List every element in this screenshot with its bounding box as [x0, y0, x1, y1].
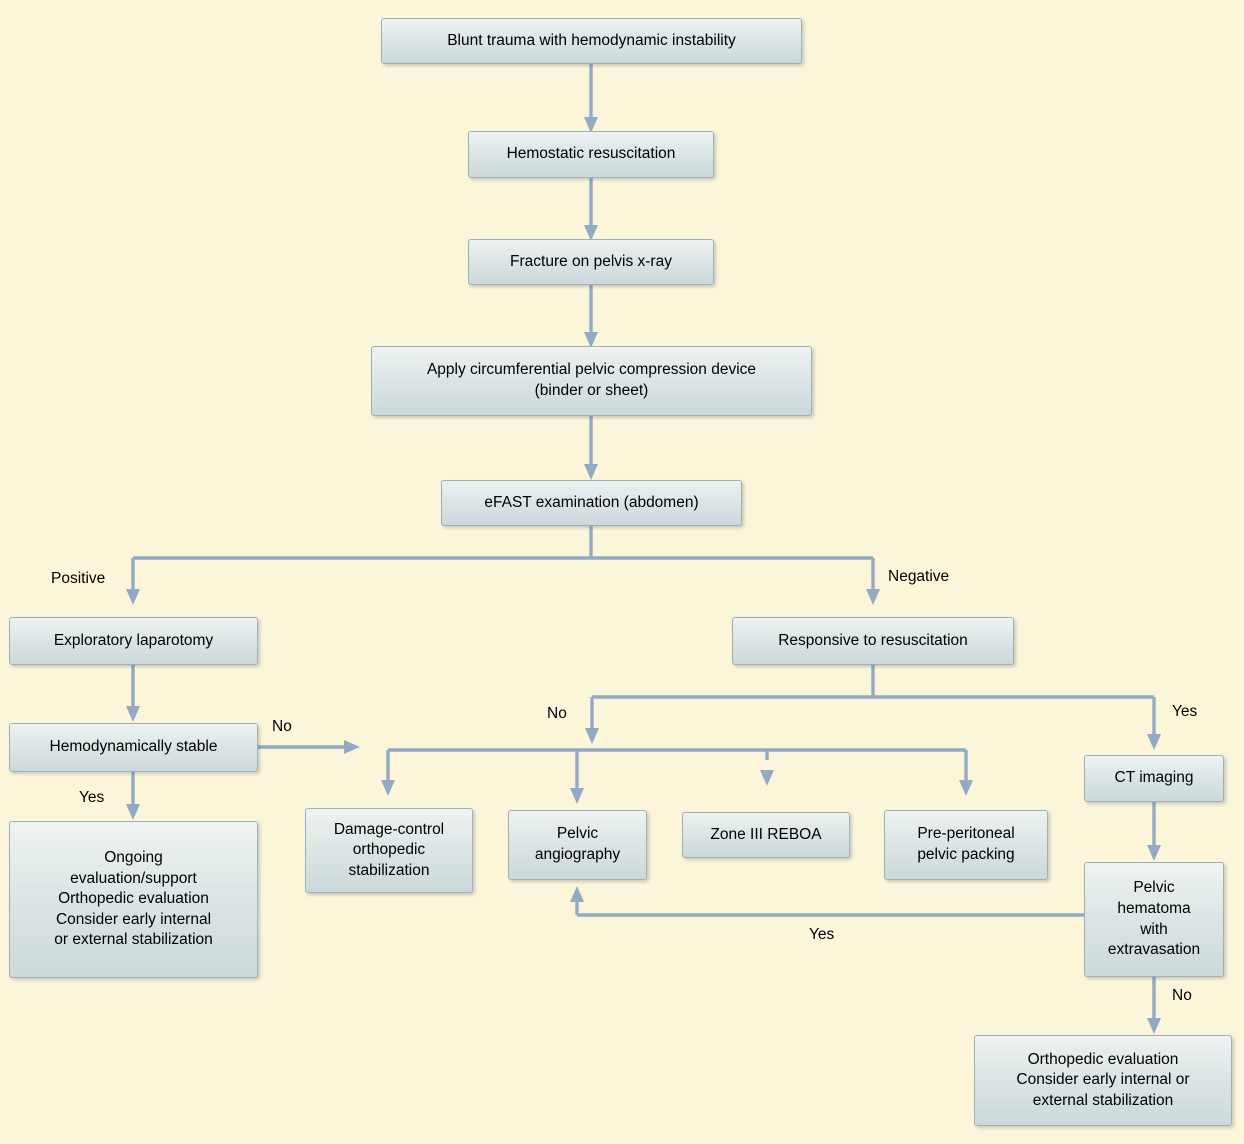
- edge-label-hematoma-no: No: [1172, 987, 1192, 1004]
- node-label-line-1: Pre-peritoneal: [917, 825, 1015, 843]
- node-exploratory-laparotomy[interactable]: [9, 617, 258, 665]
- edge-label-positive: Positive: [51, 570, 106, 587]
- node-label: Fracture on pelvis x-ray: [510, 252, 672, 270]
- node-label: Hemostatic resuscitation: [506, 145, 676, 163]
- connector-efast-split: [133, 526, 873, 592]
- connector-no-branch-bus: [388, 750, 966, 790]
- arrowhead-n7-n8: [126, 804, 140, 820]
- node-label-line-5: or external stabilization: [54, 931, 213, 949]
- node-label-line-2: evaluation/support: [70, 869, 197, 887]
- edge-label-responsive-yes: Yes: [1172, 703, 1198, 720]
- node-label: eFAST examination (abdomen): [484, 493, 699, 511]
- arrowhead-n15-yes-feedback: [570, 886, 584, 902]
- arrowhead-efast-positive: [126, 589, 140, 605]
- node-label-line-1: Ongoing: [104, 848, 163, 866]
- node-responsive-to-resuscitation[interactable]: [732, 617, 1014, 665]
- node-pelvic-compression-device[interactable]: [371, 346, 812, 416]
- node-label: Zone III REBOA: [710, 825, 822, 843]
- arrowhead-to-packing: [959, 780, 973, 796]
- node-label-line-2: orthopedic: [352, 841, 426, 859]
- arrowhead-to-damage-control: [381, 780, 395, 796]
- arrowhead-to-reboa: [760, 770, 774, 786]
- arrowhead-to-pelvic-angiography: [570, 788, 584, 804]
- node-label-line-3: Orthopedic evaluation: [58, 890, 209, 908]
- node-label-line-4: Consider early internal: [55, 910, 212, 928]
- node-label-line-3: stabilization: [348, 861, 430, 879]
- edge-label-negative: Negative: [888, 568, 950, 585]
- node-label-line-2: pelvic packing: [917, 846, 1015, 863]
- node-pelvic-hematoma-extravasation[interactable]: [1084, 862, 1224, 977]
- edge-label-hematoma-yes: Yes: [809, 926, 835, 943]
- node-label-line-2: hematoma: [1117, 899, 1191, 917]
- node-label-line-3: with: [1140, 920, 1168, 938]
- node-label: Hemodynamically stable: [49, 738, 218, 756]
- node-fracture-pelvis-xray[interactable]: [468, 239, 714, 285]
- node-label-line-2: Consider early internal or: [1016, 1071, 1190, 1089]
- node-label-line-2: angiography: [534, 846, 621, 863]
- node-label-line-1: Pelvic: [1133, 879, 1175, 897]
- node-label-line-3: external stabilization: [1032, 1091, 1174, 1109]
- node-zone-iii-reboa[interactable]: [682, 812, 850, 858]
- node-label-line-1: Apply circumferential pelvic compression device: [426, 361, 757, 379]
- edge-label-hemodynamically-stable-yes: Yes: [79, 789, 105, 806]
- node-label: Blunt trauma with hemodynamic instability: [447, 31, 736, 49]
- node-label: Responsive to resuscitation: [778, 631, 968, 649]
- edge-label-responsive-no: No: [547, 705, 567, 722]
- node-pelvic-angiography[interactable]: [508, 810, 647, 880]
- node-hemostatic-resuscitation[interactable]: [468, 131, 714, 178]
- arrowhead-responsive-no: [585, 728, 599, 744]
- connector-responsive-split: [592, 665, 1154, 737]
- node-damage-control-orthopedic[interactable]: [305, 808, 473, 893]
- node-hemodynamically-stable[interactable]: [9, 723, 258, 772]
- arrowhead-efast-negative: [866, 589, 880, 605]
- node-ongoing-evaluation-support[interactable]: [9, 821, 258, 978]
- arrowhead-n7-no: [344, 740, 360, 754]
- node-preperitoneal-pelvic-packing[interactable]: [884, 810, 1048, 880]
- arrowhead-n14-n15: [1147, 845, 1161, 861]
- arrowhead-n6-n7: [126, 706, 140, 722]
- node-ct-imaging[interactable]: [1084, 755, 1224, 802]
- node-label-line-1: Pelvic: [556, 825, 599, 843]
- node-label-line-2: (binder or sheet): [534, 382, 649, 399]
- arrowhead-n4-n5: [584, 464, 598, 480]
- node-efast-examination[interactable]: [441, 480, 742, 526]
- arrowhead-responsive-yes: [1147, 734, 1161, 750]
- node-blunt-trauma[interactable]: [381, 18, 802, 64]
- node-label-line-1: Orthopedic evaluation: [1027, 1050, 1179, 1068]
- node-label: Exploratory laparotomy: [53, 631, 214, 649]
- arrowhead-n15-n16: [1147, 1018, 1161, 1034]
- node-label-line-4: extravasation: [1107, 941, 1201, 959]
- node-orthopedic-evaluation[interactable]: [974, 1035, 1232, 1126]
- node-label-line-1: Damage-control: [333, 820, 445, 838]
- connector-n15-yes-feedback: [577, 898, 1084, 915]
- node-label: CT imaging: [1114, 769, 1194, 787]
- edge-label-hemodynamically-stable-no: No: [272, 718, 292, 735]
